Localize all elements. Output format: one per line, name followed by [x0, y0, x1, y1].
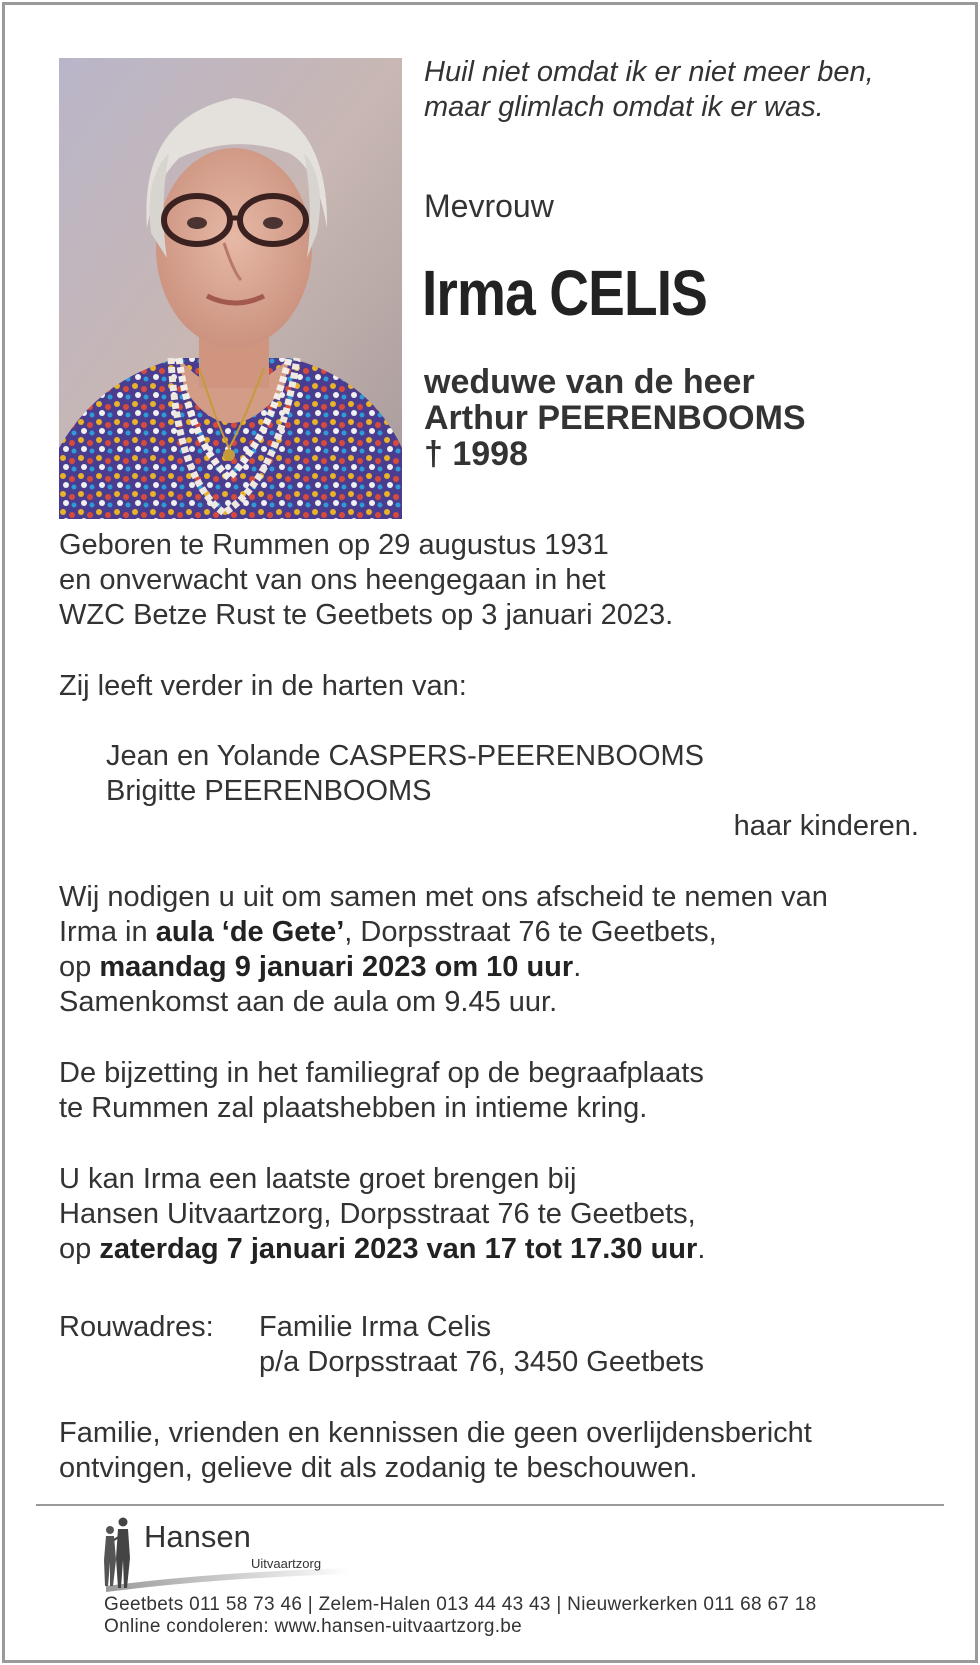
text-line: ontvingen, gelieve dit als zodanig te beschouwen. — [59, 1452, 698, 1484]
text-line: op zaterdag 7 januari 2023 van 17 tot 17.30 uur. — [59, 1233, 706, 1265]
text-line: Hansen Uitvaartzorg, Dorpsstraat 76 te Geetbets, — [59, 1198, 696, 1230]
text-line: p/a Dorpsstraat 76, 3450 Geetbets — [259, 1346, 704, 1378]
address-value — [259, 1310, 704, 1380]
address-label: Rouwadres: — [59, 1311, 214, 1343]
phone-numbers: Geetbets 011 58 73 46 | Zelem-Halen 013 44 43 43 | Nieuwerkerken 011 68 67 18 — [104, 1594, 817, 1615]
undertaker-contact — [104, 1594, 817, 1638]
text-line: op maandag 9 januari 2023 om 10 uur. — [59, 951, 582, 983]
widow-line: † 1998 — [424, 435, 528, 473]
undertaker-name: Hansen — [144, 1519, 251, 1554]
widow-line: weduwe van de heer — [424, 363, 755, 401]
text-line: WZC Betze Rust te Geetbets op 3 januari 2023. — [59, 599, 674, 631]
widow-line: Arthur PEERENBOOMS — [424, 399, 806, 437]
text-line: U kan Irma een laatste groet brengen bij — [59, 1163, 577, 1195]
visit-paragraph — [59, 1162, 705, 1267]
burial-paragraph — [59, 1056, 704, 1126]
text-line: Familie Irma Celis — [259, 1311, 492, 1343]
birth-paragraph — [59, 528, 673, 633]
survivors-list — [106, 739, 704, 809]
farewell-paragraph — [59, 880, 828, 1020]
closing-paragraph — [59, 1416, 812, 1486]
portrait-photo — [59, 58, 402, 519]
online-condolence: Online condoleren: www.hansen-uitvaartzorg.be — [104, 1616, 523, 1637]
widow-of — [424, 364, 806, 472]
survivors-relation: haar kinderen. — [733, 810, 919, 842]
quote-line: Huil niet omdat ik er niet meer ben, — [424, 56, 874, 88]
farewell-datetime: maandag 9 januari 2023 om 10 uur — [99, 951, 574, 983]
text-line: Irma in aula ‘de Gete’, Dorpsstraat 76 te Geetbets, — [59, 916, 717, 948]
visit-datetime: zaterdag 7 januari 2023 van 17 tot 17.30 uur — [99, 1233, 698, 1265]
quote-line: maar glimlach omdat ik er was. — [424, 91, 824, 123]
farewell-location: aula ‘de Gete’ — [155, 916, 345, 948]
text-line: en onverwacht van ons heengegaan in het — [59, 564, 606, 596]
survivors-intro — [59, 669, 467, 704]
undertaker-subtitle: Uitvaartzorg — [251, 1556, 322, 1571]
text-line: te Rummen zal plaatshebben in intieme kring. — [59, 1092, 648, 1124]
survivor-name: Jean en Yolande CASPERS-PEERENBOOMS — [106, 740, 705, 772]
text-line: De bijzetting in het familiegraf op de begraafplaats — [59, 1057, 704, 1089]
text-line: Zij leeft verder in de harten van: — [59, 670, 467, 702]
footer-divider — [36, 1504, 944, 1506]
text-line: Geboren te Rummen op 29 augustus 1931 — [59, 529, 609, 561]
honorific: Mevrouw — [424, 188, 554, 224]
deceased-name: Irma CELIS — [422, 257, 708, 329]
text-line: Familie, vrienden en kennissen die geen overlijdensbericht — [59, 1417, 812, 1449]
survivor-name: Brigitte PEERENBOOMS — [106, 775, 432, 807]
text-line: Wij nodigen u uit om samen met ons afscheid te nemen van — [59, 881, 828, 913]
memorial-quote — [424, 55, 944, 125]
text-line: Samenkomst aan de aula om 9.45 uur. — [59, 986, 558, 1018]
